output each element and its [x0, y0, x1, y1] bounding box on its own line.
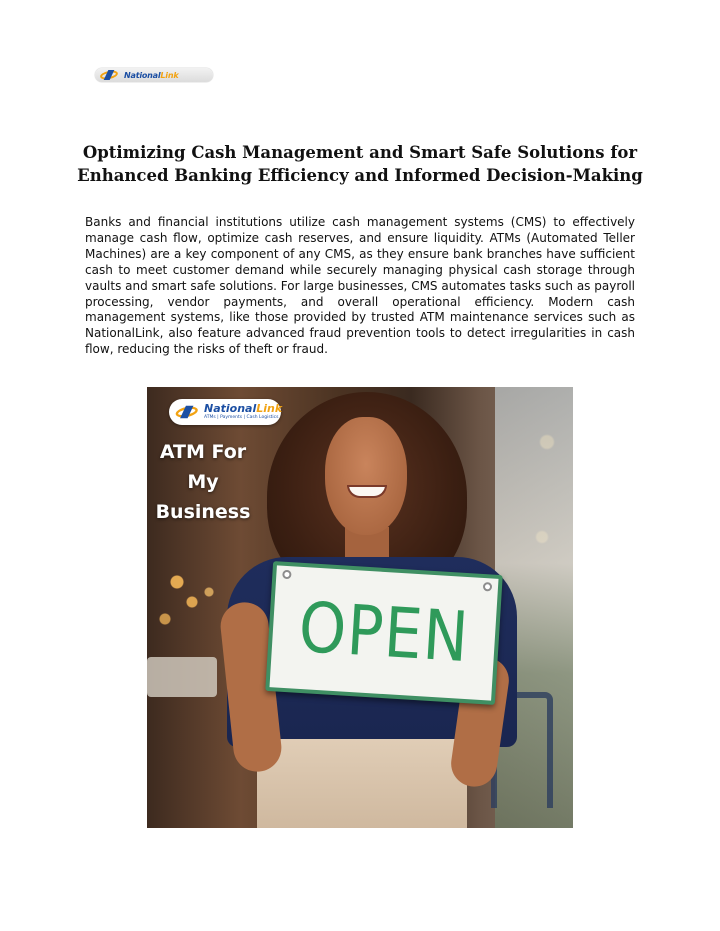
open-sign-text: OPEN	[296, 587, 472, 679]
atm-for-my-business-image	[147, 387, 573, 828]
nationallink-logo	[95, 68, 213, 82]
image-logo-tagline: ATMs | Payments | Cash Logistics	[204, 415, 279, 420]
article-body: Banks and financial institutions utilize cash management systems (CMS) to effectively manage cash flow, optimize cash reserves, and ensure liquidity. ATMs (Automated Teller Machines) are a key component of any CMS, as they ensure bank branches have sufficient cash to meet customer demand while securely managing physical cash storage through vaults and smart safe solutions. For large businesses, CMS automates tasks such as payroll processing, vendor payments, and overall operational efficiency. Modern cash management systems, like those provided by trusted ATM maintenance services such as NationalLink, also feature advanced fraud prevention tools to detect irregularities in cash flow, reducing the risks of theft or fraud.	[85, 215, 635, 357]
logo-wordmark: NationalLink	[124, 70, 179, 80]
image-logo-wordmark: NationalLink	[204, 402, 283, 415]
article-title: Optimizing Cash Management and Smart Safe Solutions for Enhanced Banking Efficiency and Informed Decision-Making	[77, 143, 643, 185]
open-sign	[265, 561, 503, 705]
image-logo	[169, 399, 281, 425]
image-headline: ATM For My Business	[155, 441, 251, 523]
nationallink-logo-icon	[173, 406, 203, 419]
nationallink-logo-icon	[98, 70, 122, 80]
